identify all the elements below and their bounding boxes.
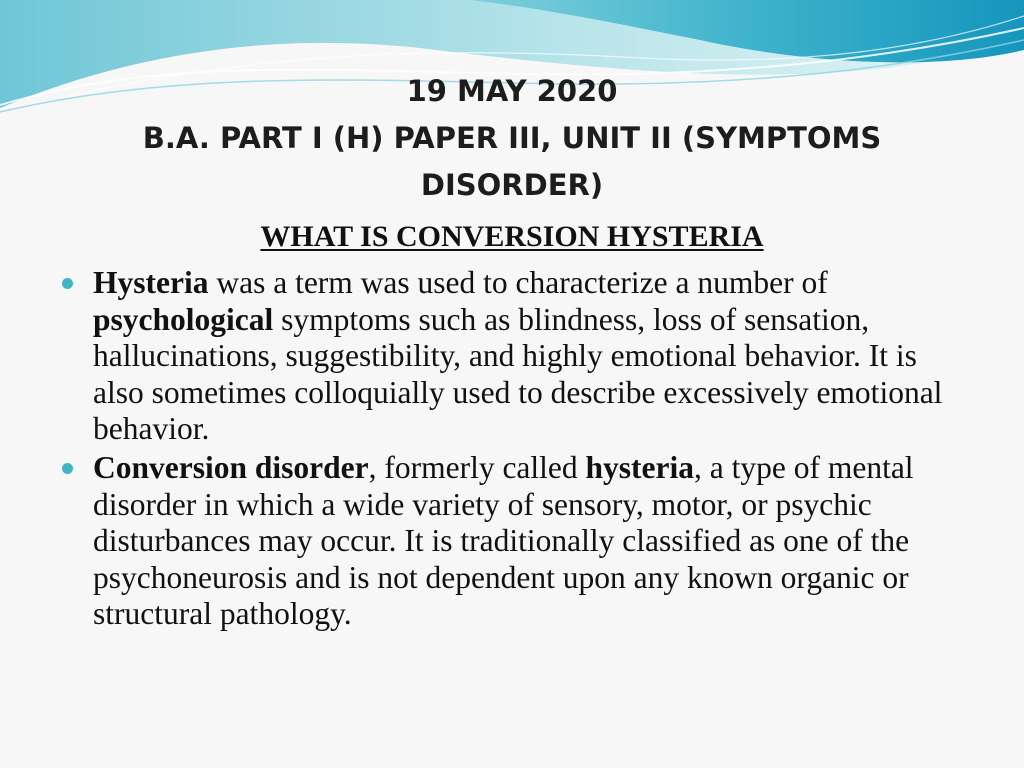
bullet-dot-icon [62,463,73,474]
bullet-dot-icon [62,278,73,289]
title-course: B.A. PART I (H) PAPER III, UNIT II (SYMPTOMS [142,121,882,155]
bullet-item-conversion-disorder [60,450,960,633]
term-hysteria-2: hysteria [585,449,695,485]
bullet-text: , formerly called [368,449,586,485]
title-topic: DISORDER) [420,168,604,202]
bullet-item-hysteria [60,265,960,448]
term-conversion-disorder: Conversion disorder [93,449,369,485]
slide-title [0,68,1024,209]
bullet-text: symptoms such as blindness, loss of sensation, hallucinations, suggestibility, and highly emotional behavior. It is also sometimes colloquially used to describe excessively emotional behavior. [93,301,943,447]
term-psychological: psychological [93,301,274,337]
bullet-text: was a term was used to characterize a number of [208,265,828,300]
term-hysteria: Hysteria [93,265,209,300]
bullet-list [60,265,960,635]
title-date: 19 MAY 2020 [406,74,618,108]
section-heading: WHAT IS CONVERSION HYSTERIA [260,220,764,253]
bullet-text: , a type of mental disorder in which a wide variety of sensory, motor, or psychic disturbances may occur. It is traditionally classified as one of the psychoneurosis and is not dependent upon any known organic or structural pathology. [93,449,914,632]
